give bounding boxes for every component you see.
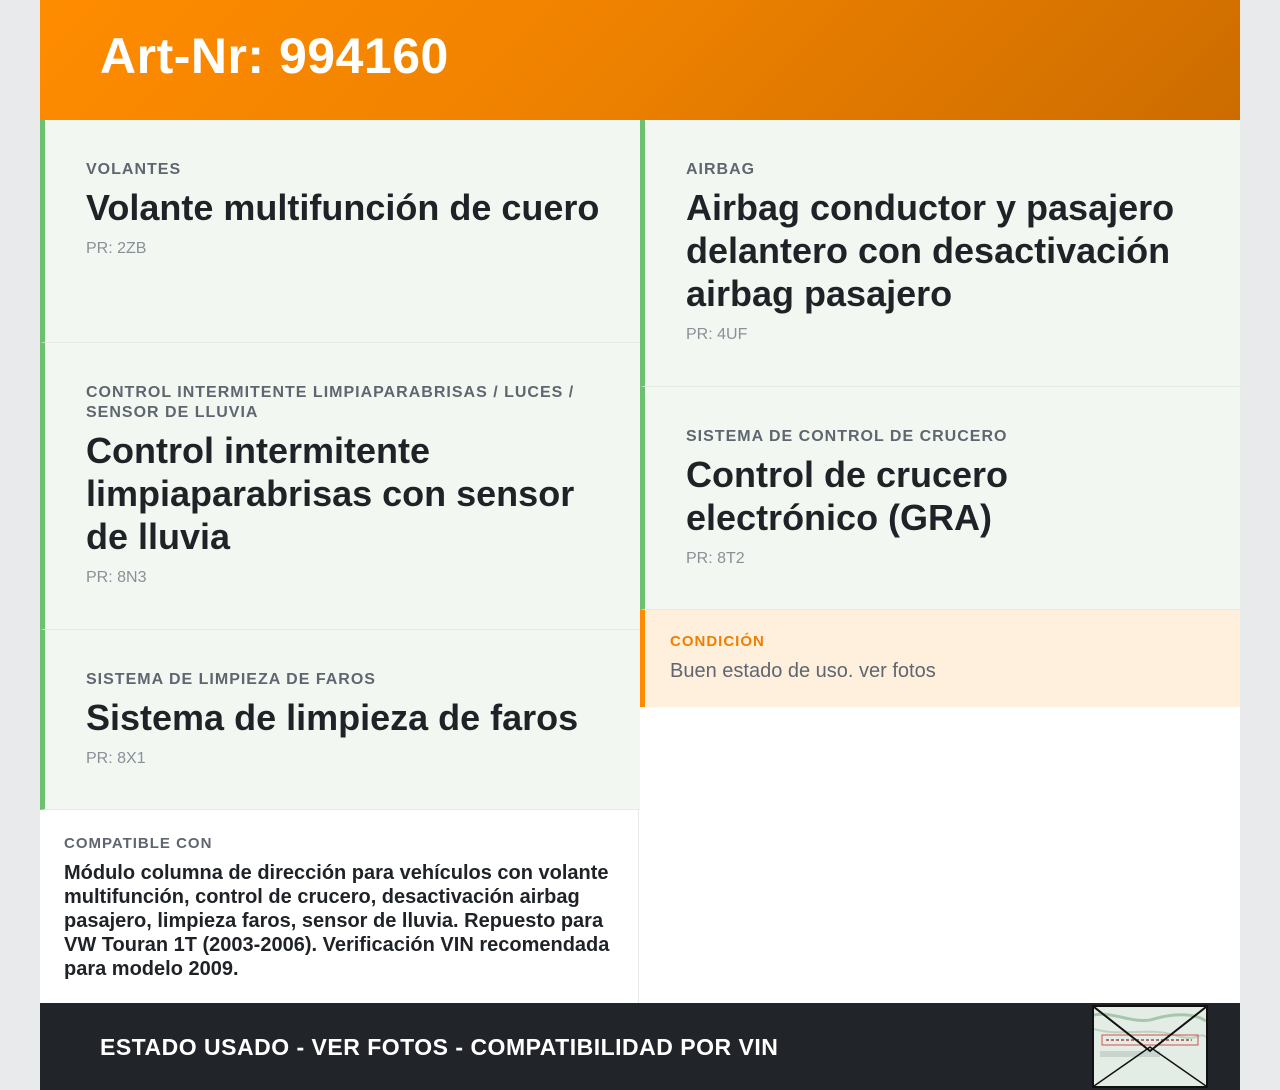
feature-pr-code: PR: 8T2: [686, 550, 745, 567]
compatibility-box: [40, 810, 639, 1003]
header: [40, 0, 1240, 120]
feature-title: Control de crucero electrónico (GRA): [686, 454, 1009, 538]
envelope-icon: [1094, 1007, 1206, 1086]
feature-card: [40, 120, 640, 343]
footer-text: ESTADO USADO - VER FOTOS - COMPATIBILIDAD POR VIN: [100, 1034, 779, 1060]
compatibility-label: COMPATIBLE CON: [64, 835, 213, 852]
vehicle-document-thumbnail: [1092, 1005, 1208, 1088]
page-title: Art-Nr: 994160: [100, 28, 449, 84]
feature-title: Control intermitente limpiaparabrisas con sensor de lluvia: [86, 430, 575, 557]
feature-category: CONTROL INTERMITENTE LIMPIAPARABRISAS / LUCES / SENSOR DE LLUVIA: [86, 384, 575, 421]
feature-title: Sistema de limpieza de faros: [86, 697, 579, 738]
feature-pr-code: PR: 8X1: [86, 750, 146, 767]
condition-label: CONDICIÓN: [670, 633, 765, 650]
condition-text: Buen estado de uso. ver fotos: [670, 660, 936, 682]
feature-pr-code: PR: 2ZB: [86, 240, 147, 257]
footer: [40, 1003, 1240, 1090]
feature-pr-code: PR: 8N3: [86, 569, 147, 586]
condition-box: [640, 610, 1240, 707]
feature-title: Airbag conductor y pasajero delantero con desactivación airbag pasajero: [686, 187, 1175, 314]
compatibility-text: Módulo columna de dirección para vehículos con volante multifunción, control de crucero, desactivación airbag pasajero, limpieza faros, sensor de lluvia. Repuesto para VW Touran 1T (2003-2006). Verificación VIN recomendada para modelo 2009.: [64, 862, 610, 980]
feature-card: [40, 343, 640, 630]
feature-category: SISTEMA DE LIMPIEZA DE FAROS: [86, 671, 376, 688]
feature-category: AIRBAG: [686, 161, 756, 178]
feature-category: VOLANTES: [86, 161, 182, 178]
feature-pr-code: PR: 4UF: [686, 326, 748, 343]
feature-card: [640, 387, 1240, 610]
feature-card: [640, 120, 1240, 387]
feature-title: Volante multifunción de cuero: [86, 187, 600, 228]
feature-card: [40, 630, 640, 810]
product-sheet: [40, 0, 1240, 1090]
feature-category: SISTEMA DE CONTROL DE CRUCERO: [686, 428, 1008, 445]
